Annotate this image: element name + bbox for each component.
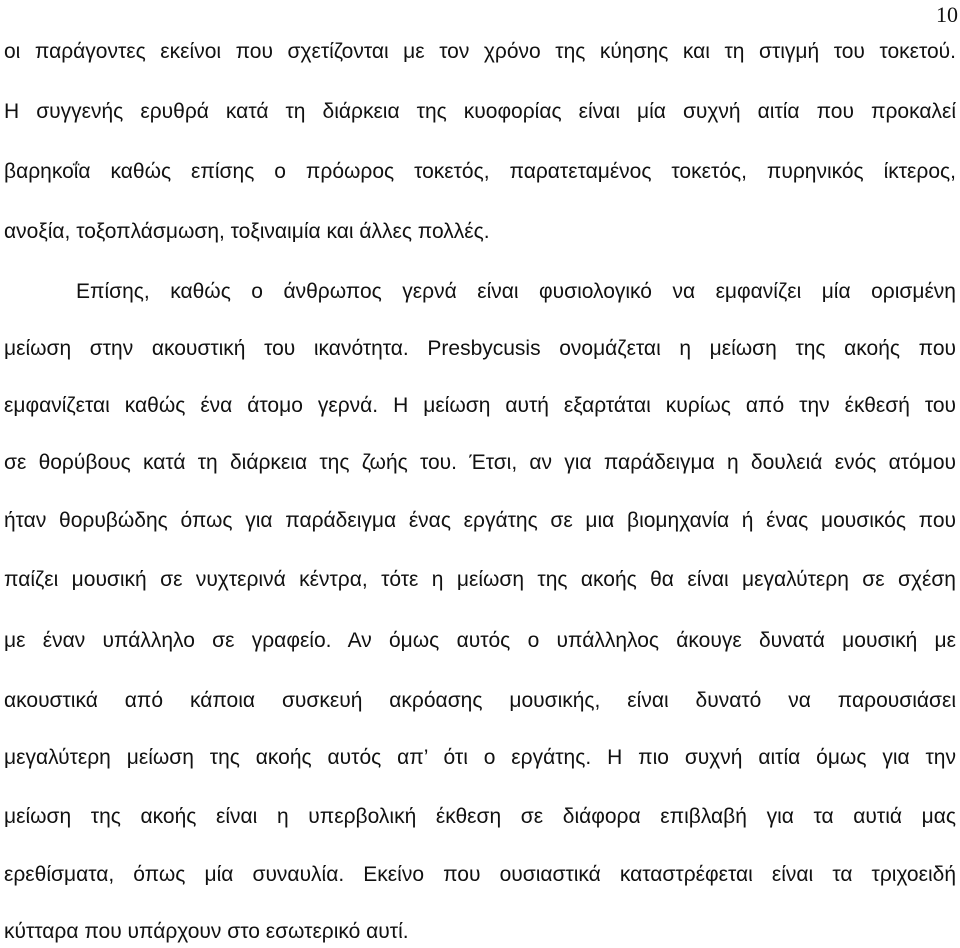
text-line: με έναν υπάλληλο σε γραφείο. Αν όμως αυτός ο υπάλληλος άκουγε δυνατά μουσική με [4, 629, 956, 652]
text-line: οι παράγοντες εκείνοι που σχετίζονται με τον χρόνο της κύησης και τη στιγμή του τοκετού. [4, 40, 956, 63]
text-line: παίζει μουσική σε νυχτερινά κέντρα, τότε η μείωση της ακοής θα είναι μεγαλύτερη σε σχέση [4, 568, 956, 591]
text-line: μείωση στην ακουστική του ικανότητα. Presbycusis ονομάζεται η μείωση της ακοής που [4, 337, 956, 360]
text-line: βαρηκοΐα καθώς επίσης ο πρόωρος τοκετός, παρατεταμένος τοκετός, πυρηνικός ίκτερος, [4, 160, 956, 183]
page-number: 10 [936, 2, 958, 27]
text-line: ερεθίσματα, όπως μία συναυλία. Εκείνο που ουσιαστικά καταστρέφεται είναι τα τριχοειδή [4, 863, 956, 886]
text-line: μεγαλύτερη μείωση της ακοής αυτός απ’ ότι ο εργάτης. Η πιο συχνή αιτία όμως για την [4, 746, 956, 769]
text-line: ακουστικά από κάποια συσκευή ακρόασης μουσικής, είναι δυνατό να παρουσιάσει [4, 689, 956, 712]
text-line: Επίσης, καθώς ο άνθρωπος γερνά είναι φυσιολογικό να εμφανίζει μία ορισμένη [76, 280, 956, 303]
text-line: Η συγγενής ερυθρά κατά τη διάρκεια της κυοφορίας είναι μία συχνή αιτία που προκαλεί [4, 100, 956, 123]
text-line: ανοξία, τοξοπλάσμωση, τοξιναιμία και άλλες πολλές. [4, 220, 490, 243]
text-line: εμφανίζεται καθώς ένα άτομο γερνά. Η μείωση αυτή εξαρτάται κυρίως από την έκθεσή του [4, 394, 956, 417]
text-line: κύτταρα που υπάρχουν στο εσωτερικό αυτί. [4, 920, 409, 943]
text-line: σε θορύβους κατά τη διάρκεια της ζωής του. Έτσι, αν για παράδειγμα η δουλειά ενός ατόμου [4, 451, 956, 474]
text-line: μείωση της ακοής είναι η υπερβολική έκθεση σε διάφορα επιβλαβή για τα αυτιά μας [4, 805, 956, 828]
text-line: ήταν θορυβώδης όπως για παράδειγμα ένας εργάτης σε μια βιομηχανία ή ένας μουσικός που [4, 509, 956, 532]
